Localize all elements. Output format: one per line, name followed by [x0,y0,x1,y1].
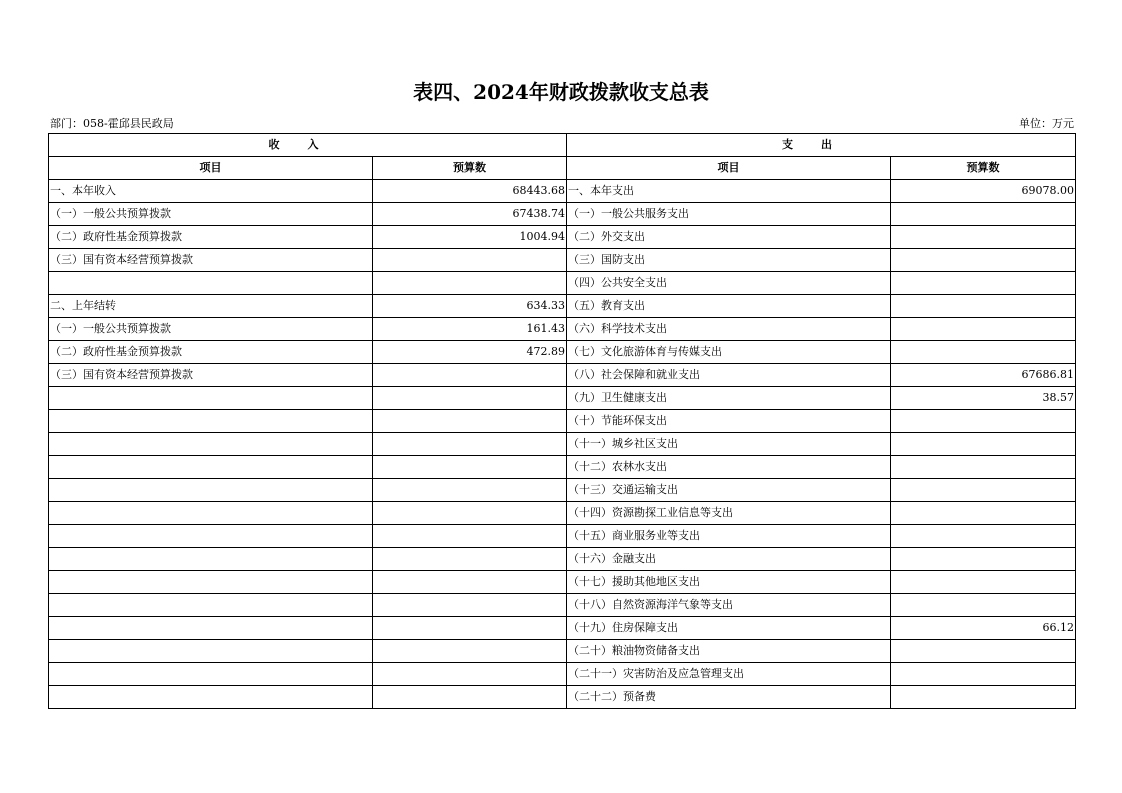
income-value-cell [373,571,567,594]
income-value-cell: 68443.68 [373,180,567,203]
income-budget-header: 预算数 [373,157,567,180]
income-item-cell [49,571,373,594]
expense-item-cell: （二十）粮油物资储备支出 [567,640,891,663]
table-row [49,272,1076,295]
income-value-cell [373,433,567,456]
expense-item-cell: （十七）援助其他地区支出 [567,571,891,594]
expense-value-cell [891,456,1076,479]
expense-value-cell [891,594,1076,617]
expense-value-cell [891,663,1076,686]
income-item-cell: （二）政府性基金预算拨款 [49,226,373,249]
expense-item-cell: （十六）金融支出 [567,548,891,571]
income-value-cell: 161.43 [373,318,567,341]
expense-value-cell [891,341,1076,364]
table-row [49,456,1076,479]
table-row [49,410,1076,433]
table-row [49,387,1076,410]
expense-item-cell: （二十一）灾害防治及应急管理支出 [567,663,891,686]
income-item-cell [49,525,373,548]
page-title: 表四、2024年财政拨款收支总表 [413,80,709,104]
expense-value-cell [891,203,1076,226]
unit-label: 单位：万元 [1019,117,1074,130]
expense-item-cell: （十五）商业服务业等支出 [567,525,891,548]
table-row [49,525,1076,548]
income-item-cell [49,640,373,663]
income-item-cell: （三）国有资本经营预算拨款 [49,249,373,272]
expense-value-cell [891,525,1076,548]
table-row [49,571,1076,594]
expense-item-cell: （十九）住房保障支出 [567,617,891,640]
income-item-cell [49,410,373,433]
expense-item-cell: （十）节能环保支出 [567,410,891,433]
income-item-cell [49,456,373,479]
income-item-cell: （一）一般公共预算拨款 [49,318,373,341]
expense-item-cell: （三）国防支出 [567,249,891,272]
income-item-cell [49,502,373,525]
income-item-cell [49,387,373,410]
expense-item-cell: （九）卫生健康支出 [567,387,891,410]
expense-value-cell [891,410,1076,433]
income-value-cell: 67438.74 [373,203,567,226]
income-value-cell: 472.89 [373,341,567,364]
income-item-cell [49,272,373,295]
expense-item-cell: （六）科学技术支出 [567,318,891,341]
expense-item-cell: （十一）城乡社区支出 [567,433,891,456]
expense-item-cell: （十四）资源勘探工业信息等支出 [567,502,891,525]
expense-item-cell: （七）文化旅游体育与传媒支出 [567,341,891,364]
income-value-cell [373,479,567,502]
income-value-cell [373,387,567,410]
expense-value-cell [891,226,1076,249]
expense-item-cell: （四）公共安全支出 [567,272,891,295]
table-row [49,203,1076,226]
income-item-cell: 一、本年收入 [49,180,373,203]
expense-item-cell: （一）一般公共服务支出 [567,203,891,226]
income-value-cell [373,548,567,571]
income-value-cell [373,640,567,663]
table-row [49,548,1076,571]
section-header-row [49,134,1076,157]
expense-item-cell: （十二）农林水支出 [567,456,891,479]
income-item-cell [49,686,373,709]
income-value-cell: 1004.94 [373,226,567,249]
income-item-cell: 二、上年结转 [49,295,373,318]
income-item-cell [49,617,373,640]
table-row [49,364,1076,387]
expense-item-header: 项目 [567,157,891,180]
expense-value-cell [891,433,1076,456]
expense-value-cell [891,548,1076,571]
table-row [49,686,1076,709]
expense-item-cell: （五）教育支出 [567,295,891,318]
expense-value-cell [891,295,1076,318]
expense-value-cell [891,502,1076,525]
income-item-cell: （一）一般公共预算拨款 [49,203,373,226]
table-row [49,180,1076,203]
column-header-row [49,157,1076,180]
table-row [49,249,1076,272]
table-row [49,295,1076,318]
income-item-cell: （二）政府性基金预算拨款 [49,341,373,364]
expense-item-cell: （八）社会保障和就业支出 [567,364,891,387]
table-row [49,226,1076,249]
income-value-cell: 634.33 [373,295,567,318]
income-value-cell [373,617,567,640]
expense-item-cell: （十八）自然资源海洋气象等支出 [567,594,891,617]
income-value-cell [373,686,567,709]
expense-item-cell: （十三）交通运输支出 [567,479,891,502]
income-value-cell [373,249,567,272]
expense-value-cell [891,272,1076,295]
income-item-cell [49,548,373,571]
income-value-cell [373,502,567,525]
income-value-cell [373,364,567,387]
expense-item-cell: 一、本年支出 [567,180,891,203]
table-row [49,663,1076,686]
table-row [49,433,1076,456]
expense-value-cell [891,686,1076,709]
table-row [49,341,1076,364]
expense-value-cell [891,571,1076,594]
expense-budget-header: 预算数 [891,157,1076,180]
expense-value-cell [891,318,1076,341]
income-item-cell [49,433,373,456]
table-row [49,502,1076,525]
income-section-header: 收入 [49,134,567,157]
expense-item-cell: （二）外交支出 [567,226,891,249]
income-item-header: 项目 [49,157,373,180]
expense-item-cell: （二十二）预备费 [567,686,891,709]
table-row [49,617,1076,640]
table-row [49,318,1076,341]
budget-table [48,133,1076,709]
income-item-cell [49,663,373,686]
expense-value-cell: 69078.00 [891,180,1076,203]
income-item-cell [49,479,373,502]
expense-value-cell [891,249,1076,272]
expense-value-cell [891,640,1076,663]
income-value-cell [373,272,567,295]
income-value-cell [373,663,567,686]
income-value-cell [373,525,567,548]
income-item-cell [49,594,373,617]
income-value-cell [373,456,567,479]
income-item-cell: （三）国有资本经营预算拨款 [49,364,373,387]
expense-value-cell [891,479,1076,502]
table-row [49,594,1076,617]
department-label: 部门：058-霍邱县民政局 [50,117,174,130]
expense-value-cell: 38.57 [891,387,1076,410]
table-row [49,479,1076,502]
table-row [49,640,1076,663]
income-value-cell [373,410,567,433]
expense-section-header: 支出 [567,134,1076,157]
expense-value-cell: 66.12 [891,617,1076,640]
income-value-cell [373,594,567,617]
expense-value-cell: 67686.81 [891,364,1076,387]
